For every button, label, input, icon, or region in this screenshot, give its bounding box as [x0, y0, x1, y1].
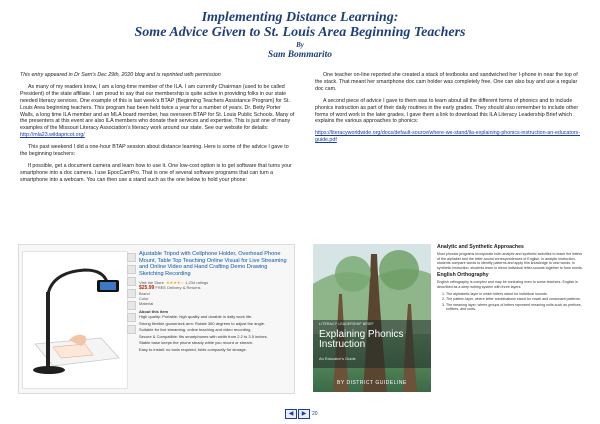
phone-stand-photo	[22, 251, 128, 389]
left-column	[20, 72, 295, 189]
author-name: Sam Bommarito	[267, 50, 333, 60]
phonics-brief-link[interactable]: https://literacyworldwide.org/docs/default-source/where-we-stand/ila-explaining-phonics-instruction-an-educators-guide.pdf	[315, 130, 580, 144]
mla-website-link[interactable]: http://mla23.wildapricot.org/	[20, 132, 85, 139]
product-bullets	[139, 314, 289, 352]
forest-illustration	[313, 244, 431, 392]
orthography-list-item: 1. The alphabetic layer in which letters stand for individual sounds.	[446, 292, 585, 297]
product-bullet: Secure & Compatible: fits smartphones with width from 2.2 to 3.5 inches.	[139, 333, 268, 339]
thumbnail[interactable]	[127, 277, 136, 286]
phone-stand-illustration	[23, 252, 127, 388]
section-heading-orthography: English Orthography	[437, 272, 489, 279]
section-body-orthography: English orthography is complex and may be confusing even to some teachers. English is described as a deep writing system with three layers:	[437, 280, 578, 289]
thumbnail[interactable]	[127, 289, 136, 298]
book-footer: BY DISTRICT GUIDELINE	[337, 380, 407, 386]
right-column	[315, 72, 585, 149]
product-spec-material: Material	[139, 301, 154, 307]
product-thumbnails	[127, 253, 135, 383]
thumbnail[interactable]	[127, 265, 136, 274]
thumbnail[interactable]	[127, 253, 136, 262]
paragraph-document-camera: If possible, get a document camera and learn how to use it. One low-cost option is to get software that turns your smartphone into a doc camera. I use EpocCamPro. That is one of several software programs that can turn a smartphone into a webcam. You can then use a stand such as the one below to hold your phone:	[20, 162, 292, 183]
product-price: $25.99	[139, 285, 155, 292]
book-cover	[313, 244, 431, 392]
orthography-list	[437, 292, 585, 312]
orthography-list-item: 2. The pattern layer, where letter combinations stand for vowel and consonant patterns.	[446, 297, 585, 302]
book-page-text	[437, 244, 585, 314]
product-bullet: High quality: Portable, high quality and durable in daily work life.	[139, 314, 253, 320]
paragraph-btap-session: This past weekend I did a one-hour BTAP session about distance learning. Here is some of the advice I gave to the beginning teachers:	[20, 144, 289, 158]
reprint-note: This entry appeared in Dr Sam’s Dec 29th, 2020 blog and is reprinted with permission	[20, 72, 221, 78]
page-navigation	[285, 405, 318, 415]
thumbnail[interactable]	[127, 325, 136, 334]
orthography-list-item: 3. The meaning layer, where groups of letters represent meaning units such as prefixes, suffixes, and roots.	[446, 303, 585, 312]
product-info	[139, 251, 289, 353]
thumbnail[interactable]	[127, 301, 136, 310]
ratings-count[interactable]: 1,234 ratings	[185, 280, 209, 286]
book-title	[319, 330, 404, 350]
paragraph-ila-membership	[20, 84, 295, 139]
next-page-button[interactable]: ▶	[298, 409, 310, 419]
section-body-approaches: Most phonics programs incorporate both analytic and synthetic activities to teach the letters of the alphabet and the letter-sound correspondences of English. In analytic instruction, students compare words to identify patterns and apply this knowledge to new words. In synthetic instruction, students learn to blend individual letter-sounds together to form words.	[437, 252, 583, 270]
article-header	[0, 10, 600, 61]
thumbnail[interactable]	[127, 313, 136, 322]
book-title-line-2: Instruction	[319, 339, 366, 350]
about-this-item-heading: About this item	[139, 309, 169, 315]
product-bullet: Easy to install: no tools required, folds compactly for storage.	[139, 346, 247, 352]
rating-stars: ★★★★☆	[166, 280, 184, 286]
phonics-brief-image	[311, 244, 585, 394]
page-number: 20	[312, 410, 318, 417]
brand-store-link[interactable]: Visit the Store	[139, 280, 164, 286]
price-note: FREE Delivery & Returns	[155, 285, 201, 291]
phonics-brief-paragraph	[315, 130, 585, 144]
article-title-line-2: Some Advice Given to St. Louis Area Beginning Teachers	[134, 25, 466, 40]
product-bullet: Suitable for live streaming, online teaching and video recording.	[139, 327, 252, 333]
product-spec-color: Color	[139, 296, 149, 302]
product-bullet: Strong flexible gooseneck arm: Rotate 360 degrees to adjust the angle.	[139, 320, 266, 326]
paragraph-ila-text: As many of my readers know, I am a long-time member of the ILA. I am currently Chairman (used to be called President) of the state affiliate. I am proud to say that our membership is quite active in providing folks in our state needed literacy services. One example of this is last week’s BTAP (Beginning Teachers Assistance Program) for St. Louis Area beginning teachers. This program has been held twice a year for a number of years. Dr. Betty Porter Walls, a long time ILA member and an MLA board member, has overseen BTAP for St. Louis Public Schools. Many of the presenters at this event are also ILA members who donate their services and expertise. This is just one of many examples of the Missouri Literacy Association’s literacy work around our state. See our website for details:	[20, 83, 295, 132]
byline-label: By	[296, 41, 304, 49]
phone-stand-product-image	[18, 244, 295, 394]
paragraph-textbook-stack: One teacher on-line reported she created a stack of textbooks and sandwiched her I-phone in near the top of the stack. That meant her smartphone doc cam holder was completely free. One can also buy and use a regular doc cam.	[315, 72, 578, 92]
paragraph-phonics-advice: A second piece of advice I gave to them was to learn about all the different forms of phonics and to include phonics instruction as part of their daily routines in the early grades. They should also remember to include other forms of word work in the later grades. I gave them a link to download this ILA Literacy Leadership Brief which explains the various approaches to phonics:	[315, 97, 579, 125]
product-title: Ajustable Tripod with Cellphone Holder, Overhead Phone Mount, Table Top Teaching Online Visual for Live Streaming and Online Video and Hand Crafting Demo Drawing Sketching Recording	[139, 251, 287, 277]
book-title-line-1: Explaining Phonics	[319, 329, 404, 340]
section-heading-approaches: Analytic and Synthetic Approaches	[437, 244, 524, 250]
article-title-line-1: Implementing Distance Learning:	[201, 10, 399, 25]
product-spec-brand: Brand	[139, 291, 150, 297]
book-series-label: LITERACY LEADERSHIP BRIEF	[319, 322, 374, 326]
book-subtitle: An Educator’s Guide	[319, 356, 356, 361]
product-bullet: Stable base keeps the phone steady while you record or stream.	[139, 340, 254, 346]
previous-page-button[interactable]: ◀	[285, 409, 297, 419]
